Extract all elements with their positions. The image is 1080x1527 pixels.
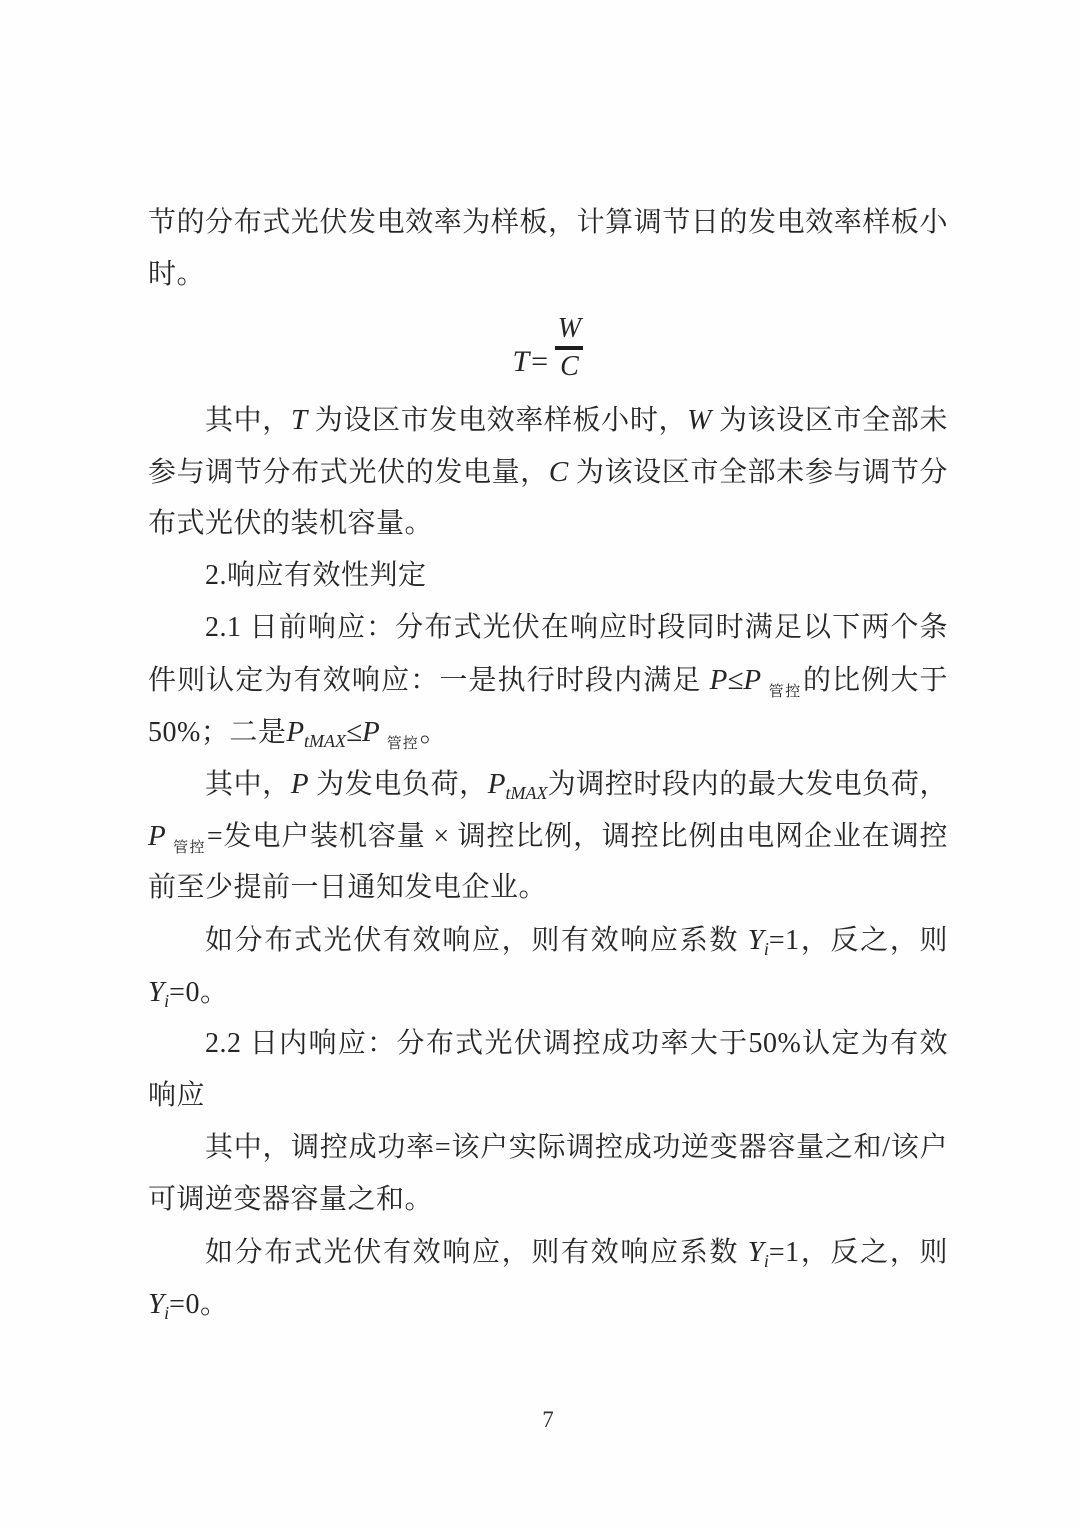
text-run: 件则认定为有效响应：一是执行时段内满足 xyxy=(148,665,710,696)
math-subscript: i xyxy=(164,991,170,1011)
text-line xyxy=(148,446,948,498)
text-line xyxy=(148,602,948,654)
math-variable: P xyxy=(743,664,762,696)
math-variable: C xyxy=(548,456,569,488)
text-run: =1，反之，则 xyxy=(768,925,948,956)
math-subscript: i xyxy=(763,1251,769,1271)
math-subscript: i xyxy=(763,939,769,959)
text-run: 。 xyxy=(419,717,449,748)
math-variable: Y xyxy=(747,924,764,956)
text-run: 前至少提前一日通知发电企业。 xyxy=(148,872,548,903)
math-subscript: i xyxy=(164,1303,170,1323)
text-run: 布式光伏的装机容量。 xyxy=(148,508,434,539)
text-line xyxy=(148,498,948,550)
text-run: =0。 xyxy=(169,1289,229,1320)
document-body xyxy=(148,197,948,1330)
math-variable: P xyxy=(709,664,728,696)
math-variable: Y xyxy=(148,976,165,1008)
fraction-bar xyxy=(555,346,583,350)
text-line xyxy=(148,1278,948,1330)
text-run: 时。 xyxy=(148,259,206,290)
text-line xyxy=(148,758,948,810)
text-run: 为发电负荷， xyxy=(308,769,488,800)
math-variable: Y xyxy=(148,1288,165,1320)
math-variable: W xyxy=(687,404,712,436)
text-line xyxy=(148,550,948,602)
text-line xyxy=(148,394,948,446)
page-number: 7 xyxy=(542,1407,554,1432)
text-line xyxy=(148,966,948,1018)
math-variable: P xyxy=(286,716,305,748)
text-run: 可调逆变器容量之和。 xyxy=(148,1184,434,1215)
text-run: =0。 xyxy=(169,977,229,1008)
text-line xyxy=(148,1174,948,1226)
text-line xyxy=(148,1226,948,1278)
text-run: 其中，调控成功率=该户实际调控成功逆变器容量之和/该户 xyxy=(205,1132,948,1163)
formula-fraction xyxy=(555,314,583,382)
text-run: 为该设区市全部未参与调节分 xyxy=(568,457,948,488)
text-run: =1，反之，则 xyxy=(768,1237,948,1268)
math-variable: ≤ xyxy=(346,716,362,748)
text-line xyxy=(148,1018,948,1070)
text-run: 其中， xyxy=(205,405,291,436)
text-run: 响应 xyxy=(148,1080,206,1111)
math-variable: P xyxy=(290,768,309,800)
math-variable: ≤ xyxy=(727,664,744,696)
math-variable: Y xyxy=(747,1236,764,1268)
text-run: 50%；二是 xyxy=(148,717,287,748)
text-run: 其中， xyxy=(205,769,291,800)
text-run: 2.1 日前响应：分布式光伏在响应时段同时满足以下两个条 xyxy=(205,612,948,643)
math-subscript: 管控 xyxy=(172,840,206,856)
text-run: 为调控时段内的最大发电负荷， xyxy=(547,769,948,800)
formula-t-equals-w-over-c xyxy=(148,301,948,394)
math-variable: P xyxy=(361,716,380,748)
text-run: 节的分布式光伏发电效率为样板，计算调节日的发电效率样板小 xyxy=(148,207,948,238)
math-variable: T xyxy=(290,404,308,436)
text-line xyxy=(148,914,948,966)
formula-lhs: T= xyxy=(512,344,550,378)
text-run: 2.响应有效性判定 xyxy=(205,560,427,591)
text-line xyxy=(148,706,948,758)
text-run: 如分布式光伏有效响应，则有效响应系数 xyxy=(205,925,748,956)
text-run: =发电户装机容量 × 调控比例，调控比例由电网企业在调控 xyxy=(206,821,948,852)
math-variable: P xyxy=(487,768,506,800)
text-run: 为该设区市全部未 xyxy=(711,405,948,436)
text-line xyxy=(148,1122,948,1174)
math-variable: P xyxy=(148,820,166,852)
text-run: 2.2 日内响应：分布式光伏调控成功率大于50%认定为有效 xyxy=(205,1028,948,1059)
text-run: 的比例大于 xyxy=(802,665,948,696)
formula-denominator: C xyxy=(560,350,579,382)
text-run: 为设区市发电效率样板小时， xyxy=(307,405,688,436)
text-line xyxy=(148,197,948,249)
math-subscript: tMAX xyxy=(304,731,347,751)
text-line xyxy=(148,1070,948,1122)
math-subscript: tMAX xyxy=(505,783,548,803)
text-line xyxy=(148,810,948,862)
text-run: 参与调节分布式光伏的发电量， xyxy=(148,457,549,488)
text-line xyxy=(148,249,948,301)
text-line xyxy=(148,862,948,914)
text-line xyxy=(148,654,948,706)
formula-numerator: W xyxy=(557,312,582,344)
math-subscript: 管控 xyxy=(386,736,419,752)
text-run: 如分布式光伏有效响应，则有效响应系数 xyxy=(205,1237,748,1268)
math-subscript: 管控 xyxy=(768,684,802,700)
